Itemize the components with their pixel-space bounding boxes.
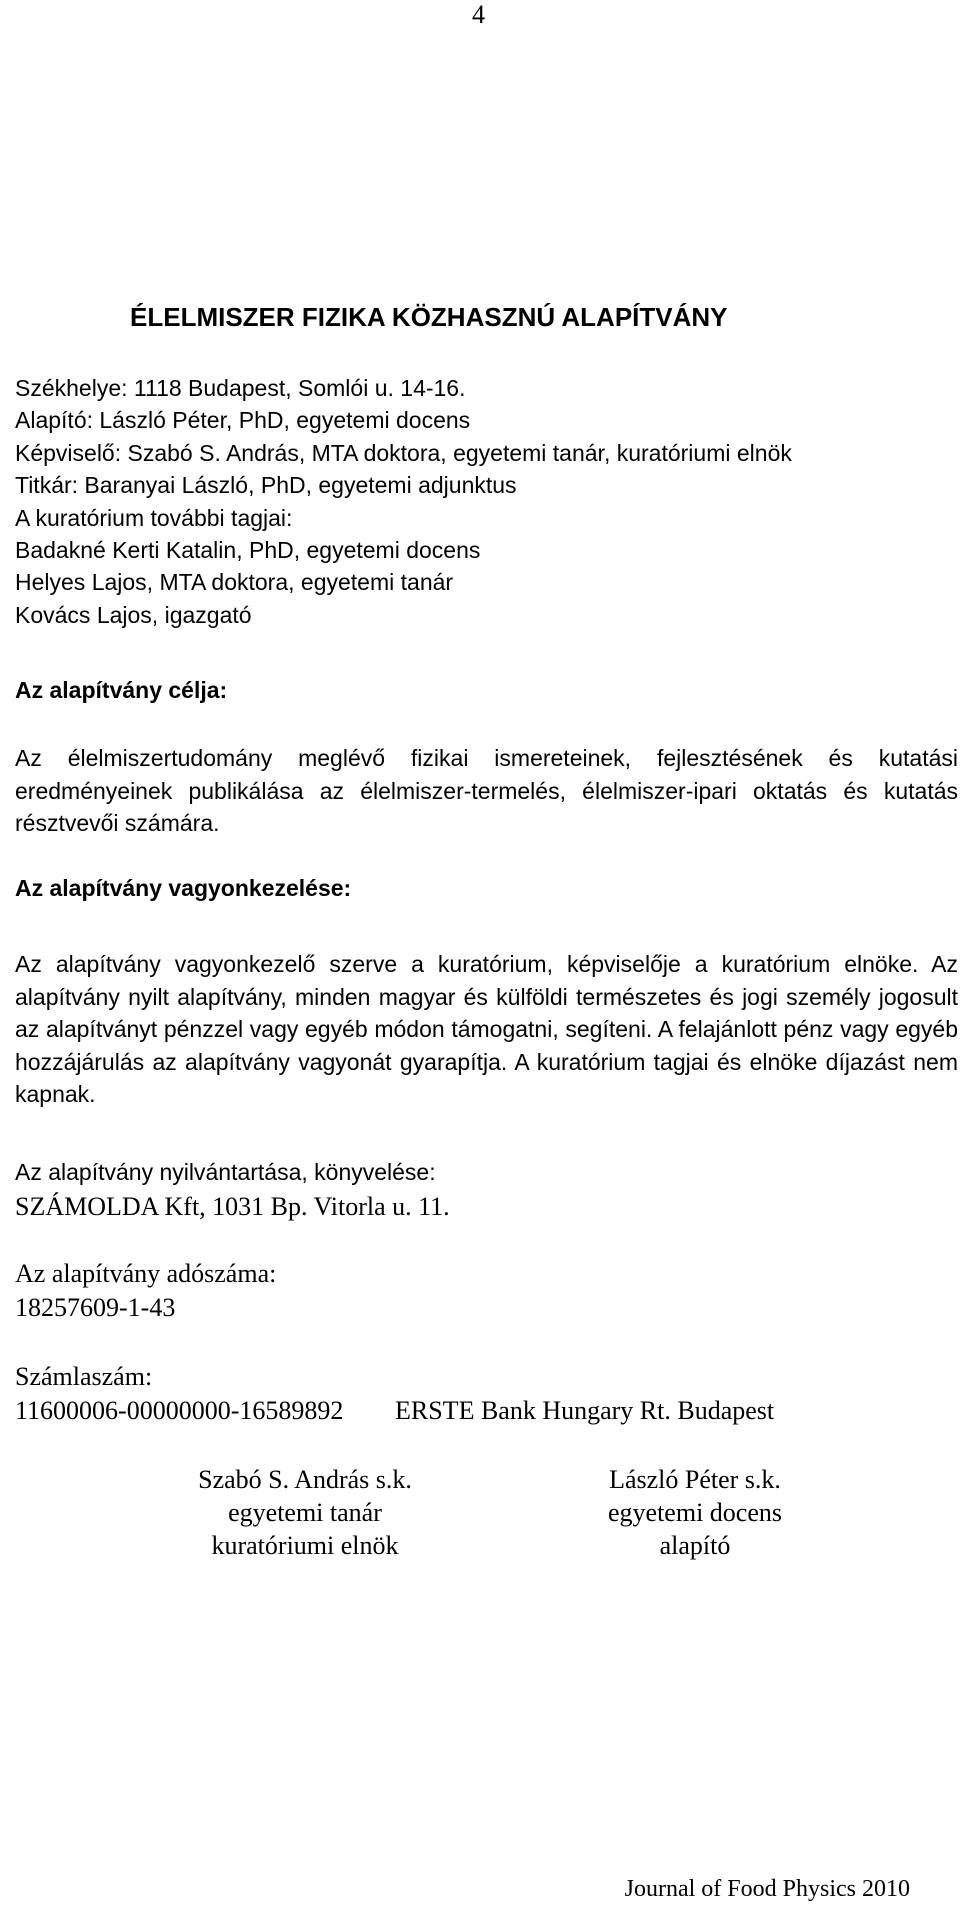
info-founder: Alapító: László Péter, PhD, egyetemi docens	[15, 407, 471, 434]
account-number: 11600006-00000000-16589892	[15, 1396, 344, 1425]
info-secretary: Titkár: Baranyai László, PhD, egyetemi adjunktus	[15, 472, 517, 499]
goal-text: Az élelmiszertudomány meglévő fizikai ismereteinek, fejlesztésének és kutatási eredményeinek publikálása az élelmiszer-termelés, élelmiszer-ipari oktatás és kutatás résztvevői számára.	[15, 745, 958, 836]
page-title: ÉLELMISZER FIZIKA KÖZHASZNÚ ALAPÍTVÁNY	[130, 302, 728, 332]
info-board-member: Helyes Lajos, MTA doktora, egyetemi tanár	[15, 569, 454, 596]
info-board-member: Kovács Lajos, igazgató	[15, 601, 252, 628]
signature-founder	[570, 1463, 820, 1562]
asset-management-text: Az alapítvány vagyonkezelő szerve a kuratórium, képviselője a kuratórium elnöke. Az alapítvány nyilt alapítvány, minden magyar és külföldi természetes és jogi személy jogosult az alapítványt pénzzel vagy egyéb módon támogatni, segíteni. A felajánlott pénz vagy egyéb hozzájárulás az alapítvány vagyonát gyarapítja. A kuratórium tagjai és elnöke díjazást nem kapnak.	[15, 951, 958, 1107]
account-label: Számlaszám:	[15, 1362, 153, 1391]
goal-heading: Az alapítvány célja:	[15, 677, 228, 703]
account-bank: ERSTE Bank Hungary Rt. Budapest	[395, 1396, 775, 1425]
info-board-member: Badakné Kerti Katalin, PhD, egyetemi docens	[15, 537, 481, 564]
signature-chairman	[170, 1463, 440, 1562]
signature-role: alapító	[659, 1531, 731, 1560]
foundation-info	[15, 372, 792, 631]
tax-number-label: Az alapítvány adószáma:	[15, 1259, 277, 1288]
journal-footer: Journal of Food Physics 2010	[624, 1876, 910, 1902]
signature-name: László Péter s.k.	[609, 1465, 781, 1494]
info-seat: Székhelye: 1118 Budapest, Somlói u. 14-16.	[15, 375, 466, 401]
info-representative: Képviselő: Szabó S. András, MTA doktora, egyetemi tanár, kuratóriumi elnök	[15, 439, 792, 466]
signature-name: Szabó S. András s.k.	[198, 1465, 412, 1494]
signature-position: egyetemi docens	[608, 1498, 782, 1527]
info-board-heading: A kuratórium további tagjai:	[15, 504, 293, 531]
page-number: 4	[472, 0, 485, 29]
asset-management-heading: Az alapítvány vagyonkezelése:	[15, 875, 352, 901]
bookkeeping-value: SZÁMOLDA Kft, 1031 Bp. Vitorla u. 11.	[15, 1192, 450, 1221]
tax-number-value: 18257609-1-43	[15, 1293, 176, 1322]
bookkeeping-label: Az alapítvány nyilvántartása, könyvelése:	[15, 1159, 436, 1185]
signature-position: egyetemi tanár	[228, 1498, 382, 1527]
signature-role: kuratóriumi elnök	[211, 1531, 399, 1560]
